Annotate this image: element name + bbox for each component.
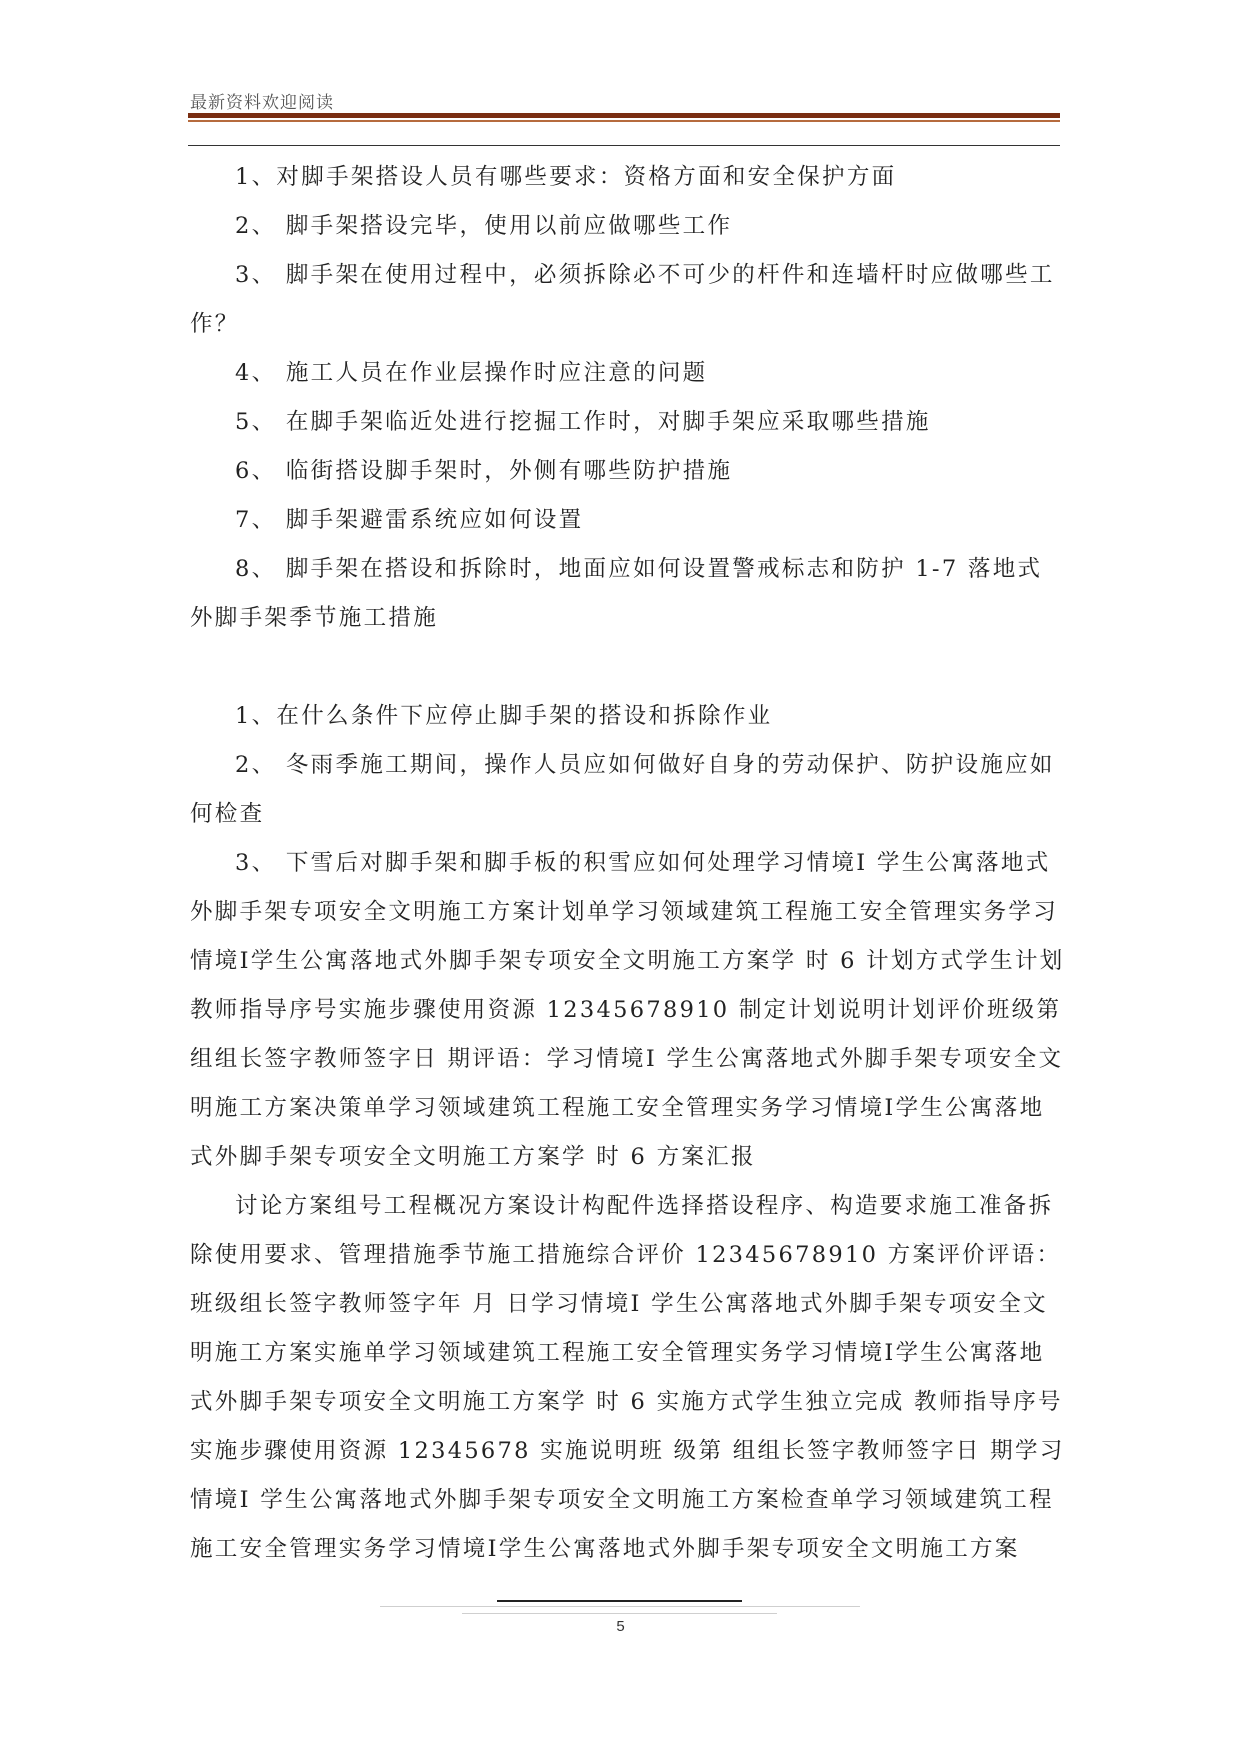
header-rule-thick: [188, 113, 1060, 118]
paragraph-4: 4、 施工人员在作业层操作时应注意的问题: [235, 360, 708, 386]
document-body: [190, 153, 1065, 1574]
paragraph-5: 5、 在脚手架临近处进行挖掘工作时，对脚手架应采取哪些措施: [235, 409, 931, 435]
paragraph-12: 讨论方案组号工程概况方案设计构配件选择搭设程序、构造要求施工准备拆除使用要求、管理措施季节施工措施综合评价 12345678910 方案评价评语：班级组长签字教师签字年 月 日学习情境Ⅰ 学生公寓落地式外脚手架专项安全文明施工方案实施单学习领域建筑工程施工安全管理实务学习情境Ⅰ学生公寓落地式外脚手架专项安全文明施工方案学 时 6 实施方式学生独立完成 教师指导序号实施步骤使用资源 12345678 实施说明班 级第 组组长签字教师签字日 期学习情境Ⅰ 学生公寓落地式外脚手架专项安全文明施工方案检查单学习领域建筑工程施工安全管理实务学习情境Ⅰ学生公寓落地式外脚手架专项安全文明施工方案: [190, 1193, 1065, 1562]
paragraph-6: 6、 临街搭设脚手架时，外侧有哪些防护措施: [235, 458, 733, 484]
footer-rule: [380, 1606, 860, 1607]
header-rule-thin: [188, 145, 1060, 146]
page-header-text: 最新资料欢迎阅读: [190, 93, 334, 113]
paragraph-11: 3、 下雪后对脚手架和脚手板的积雪应如何处理学习情境Ⅰ 学生公寓落地式外脚手架专项安全文明施工方案计划单学习领域建筑工程施工安全管理实务学习情境Ⅰ学生公寓落地式外脚手架专项安全文明施工方案学 时 6 计划方式学生计划 教师指导序号实施步骤使用资源 12345678910 制定计划说明计划评价班级第 组组长签字教师签字日 期评语：学习情境Ⅰ 学生公寓落地式外脚手架专项安全文明施工方案决策单学习领域建筑工程施工安全管理实务学习情境Ⅰ学生公寓落地式外脚手架专项安全文明施工方案学 时 6 方案汇报: [190, 850, 1065, 1170]
blank-line: [190, 643, 1065, 692]
footer-rule-dark: [497, 1600, 742, 1602]
paragraph-1: 1、对脚手架搭设人员有哪些要求：资格方面和安全保护方面: [235, 164, 897, 190]
paragraph-2: 2、 脚手架搭设完毕，使用以前应做哪些工作: [235, 213, 733, 239]
paragraph-9: 1、在什么条件下应停止脚手架的搭设和拆除作业: [235, 703, 773, 729]
paragraph-10: 2、 冬雨季施工期间，操作人员应如何做好自身的劳动保护、防护设施应如何检查: [190, 752, 1055, 827]
header-rule-accent: [188, 120, 1060, 122]
footer-rule-lower: [462, 1613, 777, 1614]
paragraph-3: 3、 脚手架在使用过程中，必须拆除必不可少的杆件和连墙杆时应做哪些工作？: [190, 262, 1055, 337]
paragraph-7: 7、 脚手架避雷系统应如何设置: [235, 507, 584, 533]
page-number: 5: [616, 1618, 625, 1635]
paragraph-8: 8、 脚手架在搭设和拆除时，地面应如何设置警戒标志和防护 1-7 落地式外脚手架季节施工措施: [190, 556, 1043, 631]
